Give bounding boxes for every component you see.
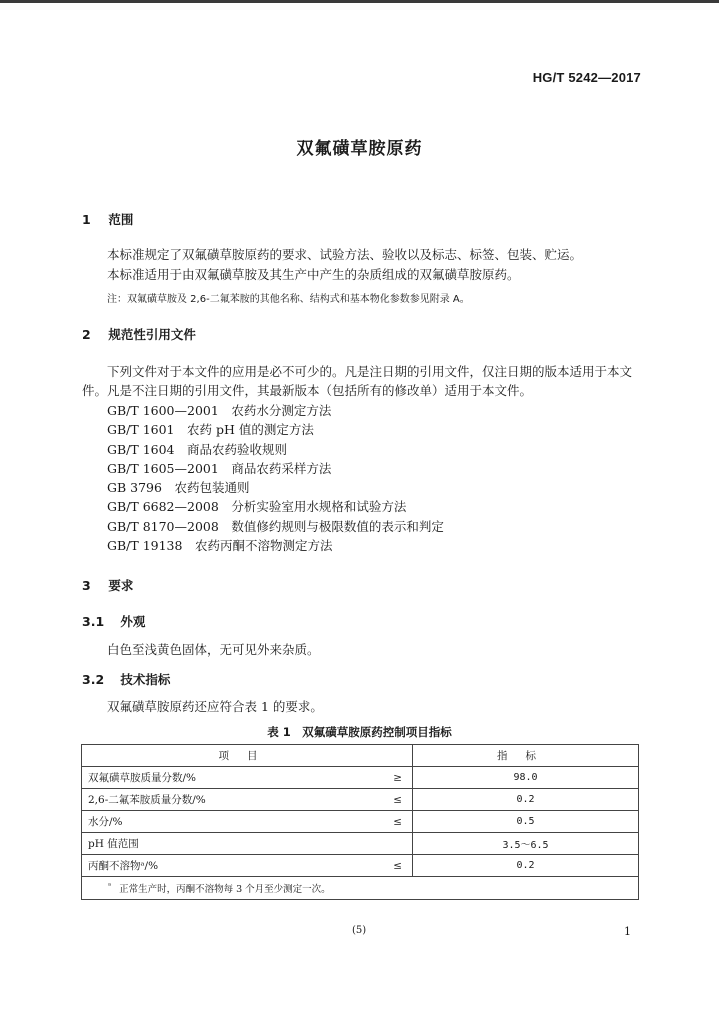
references-intro: 下列文件对于本文件的应用是必不可少的。凡是注日期的引用文件，仅注日期的版本适用于本文件。凡是不注日期的引用文件，其最新版本（包括所有的修改单）适用于本文件。: [82, 364, 633, 398]
appearance-text: 白色至浅黄色固体，无可见外来杂质。: [107, 642, 320, 657]
section-2-heading: [82, 325, 196, 343]
section-number: 1: [82, 212, 91, 227]
document-title: 双氟磺草胺原药: [296, 139, 423, 159]
comparator: ≤: [384, 811, 413, 833]
subsection-number: 3.2: [82, 672, 105, 687]
subsection-3-1-heading: [82, 612, 145, 630]
reference-item: GB/T 1601 农药 pH 值的测定方法: [107, 422, 314, 438]
table-footnote: [82, 877, 639, 900]
table-row: [82, 833, 639, 855]
reference-item: GB/T 1600—2001 农药水分测定方法: [107, 403, 332, 418]
subsection-number: 3.1: [82, 614, 105, 629]
table-footnote-row: [82, 877, 639, 900]
scan-edge: [0, 0, 719, 3]
spec-table: [81, 744, 639, 900]
reference-item: GB/T 1605—2001 商品农药采样方法: [107, 460, 332, 476]
item-value: 0.2: [413, 855, 639, 877]
item-name: pH 值范围: [82, 833, 385, 855]
item-name: 2,6-二氟苯胺质量分数/%: [82, 789, 385, 811]
item-value: 3.5～6.5: [413, 833, 639, 855]
reference-item: GB/T 1604 商品农药验收规则: [107, 441, 288, 457]
table-row: [82, 811, 639, 833]
item-name: 水分/%: [82, 811, 385, 833]
section-number: 2: [82, 327, 91, 342]
comparator: [384, 833, 413, 855]
header-index: 指标: [413, 745, 639, 767]
section-1-heading: [82, 210, 133, 228]
table-row: [82, 855, 639, 877]
reference-item: GB/T 6682—2008 分析实验室用水规格和试验方法: [107, 499, 407, 515]
table-row: [82, 789, 639, 811]
table-header-row: [82, 745, 639, 767]
item-value: 0.2: [413, 789, 639, 811]
subsection-title: 外观: [120, 614, 146, 629]
section-3-heading: [82, 576, 133, 594]
comparator: ≥: [384, 767, 413, 789]
section-title: 规范性引用文件: [108, 327, 196, 342]
item-name: 双氟磺草胺质量分数/%: [82, 767, 385, 789]
footnote-text: 正常生产时，丙酮不溶物每 3 个月至少测定一次。: [119, 884, 331, 896]
table-caption: 表 1 双氟磺草胺原药控制项目指标: [267, 725, 452, 739]
subsection-title: 技术指标: [120, 672, 171, 687]
section-title: 范围: [108, 212, 134, 227]
reference-item: GB 3796 农药包装通则: [107, 480, 250, 496]
item-value: 98.0: [413, 767, 639, 789]
section-number: 3: [82, 578, 91, 593]
subsection-3-2-heading: [82, 670, 170, 688]
comparator: ≤: [384, 789, 413, 811]
section-title: 要求: [108, 578, 134, 593]
reference-item: GB/T 19138 农药丙酮不溶物测定方法: [107, 538, 333, 554]
table-row: [82, 767, 639, 789]
page-number: 1: [624, 925, 631, 938]
spec-intro-text: 双氟磺草胺原药还应符合表 1 的要求。: [107, 699, 323, 714]
reference-item: GB/T 8170—2008 数值修约规则与极限数值的表示和判定: [107, 518, 444, 534]
item-value: 0.5: [413, 811, 639, 833]
item-name: 丙酮不溶物ᵃ/%: [82, 855, 385, 877]
footnote-mark: ᵃ: [108, 880, 112, 890]
comparator: ≤: [384, 855, 413, 877]
scope-paragraph-1: 本标准规定了双氟磺草胺原药的要求、试验方法、验收以及标志、标签、包装、贮运。: [107, 247, 583, 262]
reference-list: [107, 401, 444, 555]
header-item: 项目: [82, 745, 413, 767]
standard-code: HG/T 5242—2017: [532, 70, 641, 85]
scope-paragraph-2: 本标准适用于由双氟磺草胺及其生产中产生的杂质组成的双氟磺草胺原药。: [107, 267, 520, 282]
page-mark: (5): [352, 925, 367, 936]
scope-note: 注：双氟磺草胺及 2,6-二氟苯胺的其他名称、结构式和基本物化参数参见附录 A。: [107, 294, 470, 305]
